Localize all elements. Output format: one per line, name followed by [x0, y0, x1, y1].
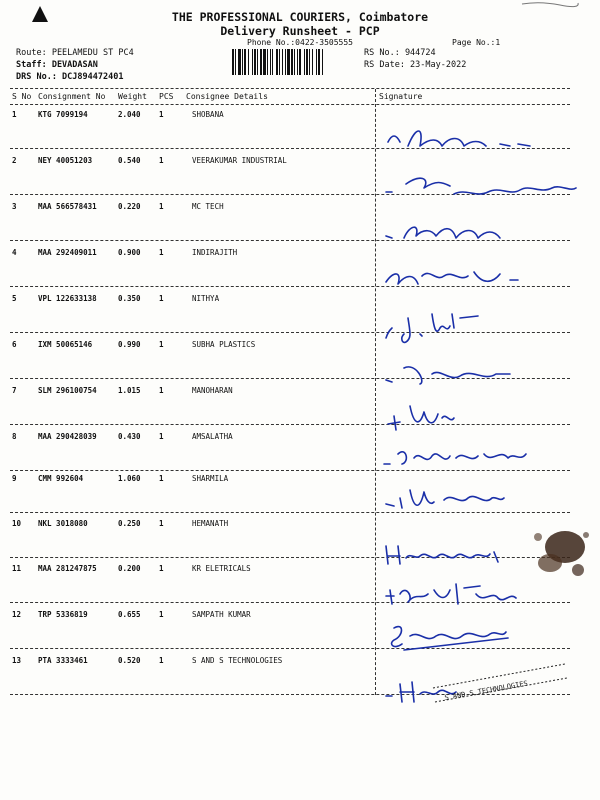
row-6-pcs: 1	[159, 340, 164, 349]
row-11-pcs: 1	[159, 564, 164, 573]
col-header-pcs: PCS	[159, 92, 174, 101]
staff-label: Staff: DEVADASAN	[16, 60, 98, 70]
barcode-bar	[316, 49, 317, 75]
barcode-bar	[238, 49, 241, 75]
barcode-bar	[299, 49, 301, 75]
barcode-bar	[304, 49, 305, 75]
row-4-handwritten-signature	[380, 262, 580, 302]
row-3-pcs: 1	[159, 202, 164, 211]
rs-number: RS No.: 944724	[364, 48, 436, 58]
row-11-sno: 11	[12, 564, 22, 573]
row-10-consignment: NKL 3018080	[38, 519, 88, 528]
barcode-bar	[235, 49, 236, 75]
barcode-bar	[279, 49, 280, 75]
barcode-bar	[287, 49, 290, 75]
row-5-consignee: NITHYA	[192, 294, 220, 303]
company-stamp	[425, 652, 575, 710]
svg-text:S AND S TECHNOLOGIES: S AND S TECHNOLOGIES	[443, 679, 529, 702]
phone-number: Phone No.:0422-3505555	[247, 38, 353, 47]
barcode-bar	[322, 49, 323, 75]
row-10-pcs: 1	[159, 519, 164, 528]
row-10-weight: 0.250	[118, 519, 141, 528]
row-3-handwritten-signature	[380, 216, 580, 256]
document-title: Delivery Runsheet - PCP	[220, 24, 380, 38]
row-7-sno: 7	[12, 386, 17, 395]
rs-date: RS Date: 23-May-2022	[364, 60, 467, 70]
row-12-sno: 12	[12, 610, 22, 619]
barcode-image	[232, 49, 360, 75]
col-header-signature: Signature	[379, 92, 423, 101]
row-1-consignment: KTG 7099194	[38, 110, 88, 119]
row-1-sno: 1	[12, 110, 17, 119]
row-9-weight: 1.060	[118, 474, 141, 483]
row-9-consignment: CMM 992604	[38, 474, 84, 483]
row-5-sno: 5	[12, 294, 17, 303]
row-5-handwritten-signature	[380, 308, 580, 348]
barcode-bar	[260, 49, 262, 75]
col-header-weight: Weight	[118, 92, 147, 101]
row-7-pcs: 1	[159, 386, 164, 395]
barcode-bar	[282, 49, 283, 75]
barcode-bar	[270, 49, 271, 75]
drs-number: DRS No.: DCJ894472401	[16, 72, 124, 82]
row-9-sno: 9	[12, 474, 17, 483]
barcode-bar	[318, 49, 320, 75]
row-7-weight: 1.015	[118, 386, 141, 395]
col-header-sno: S No	[12, 92, 32, 101]
row-1-handwritten-signature	[380, 124, 580, 164]
top-right-smudge	[520, 0, 580, 10]
row-6-sno: 6	[12, 340, 17, 349]
row-12-consignment: TRP 5336819	[38, 610, 88, 619]
barcode-bar	[252, 49, 253, 75]
row-12-pcs: 1	[159, 610, 164, 619]
route-label: Route: PEELAMEDU ST PC4	[16, 48, 134, 58]
row-3-consignment: MAA 566578431	[38, 202, 97, 211]
company-name: THE PROFESSIONAL COURIERS, Coimbatore	[171, 10, 429, 24]
page-number: Page No.:1	[452, 38, 501, 47]
row-4-consignment: MAA 292409011	[38, 248, 97, 257]
col-header-consignee: Consignee Details	[186, 92, 268, 101]
barcode-bar	[242, 49, 243, 75]
row-4-pcs: 1	[159, 248, 164, 257]
row-2-pcs: 1	[159, 156, 164, 165]
barcode-bar	[254, 49, 256, 75]
row-7-consignee: MANOHARAN	[192, 386, 233, 395]
ink-stain	[520, 515, 600, 590]
row-12-handwritten-signature	[380, 616, 580, 656]
row-6-consignment: IXM 50065146	[38, 340, 93, 349]
row-5-consignment: VPL 122633138	[38, 294, 97, 303]
row-8-pcs: 1	[159, 432, 164, 441]
row-3-weight: 0.220	[118, 202, 141, 211]
row-4-weight: 0.900	[118, 248, 141, 257]
barcode-bar	[276, 49, 278, 75]
barcode-bar	[232, 49, 234, 75]
row-2-weight: 0.540	[118, 156, 141, 165]
row-8-weight: 0.430	[118, 432, 141, 441]
row-11-weight: 0.200	[118, 564, 141, 573]
row-11-consignee: KR ELETRICALS	[192, 564, 251, 573]
barcode-bar	[257, 49, 258, 75]
barcode-bar	[244, 49, 246, 75]
row-10-sno: 10	[12, 519, 22, 528]
barcode-bar	[267, 49, 268, 75]
row-8-consignment: MAA 290428039	[38, 432, 97, 441]
row-1-consignee: SHOBANA	[192, 110, 224, 119]
row-7-handwritten-signature	[380, 396, 580, 436]
row-8-sno: 8	[12, 432, 17, 441]
row-3-sno: 3	[12, 202, 17, 211]
barcode-bar	[294, 49, 295, 75]
row-13-pcs: 1	[159, 656, 164, 665]
col-header-consignment: Consignment No	[38, 92, 106, 101]
row-13-sno: 13	[12, 656, 22, 665]
row-8-handwritten-signature	[380, 440, 580, 480]
row-13-weight: 0.520	[118, 656, 141, 665]
barcode-bar	[306, 49, 308, 75]
barcode-bar	[291, 49, 293, 75]
row-13-consignee: S AND S TECHNOLOGIES	[192, 656, 283, 665]
row-10-consignee: HEMANATH	[192, 519, 229, 528]
row-6-weight: 0.990	[118, 340, 141, 349]
row-3-consignee: MC TECH	[192, 202, 224, 211]
barcode-bar	[312, 49, 313, 75]
row-8-consignee: AMSALATHA	[192, 432, 233, 441]
row-9-pcs: 1	[159, 474, 164, 483]
row-2-consignment: NEY 40051203	[38, 156, 93, 165]
row-13-consignment: PTA 3333461	[38, 656, 88, 665]
row-1-weight: 2.040	[118, 110, 141, 119]
row-12-weight: 0.655	[118, 610, 141, 619]
row-12-consignee: SAMPATH KUMAR	[192, 610, 251, 619]
row-2-handwritten-signature	[380, 168, 580, 208]
row-2-consignee: VEERAKUMAR INDUSTRIAL	[192, 156, 287, 165]
row-5-pcs: 1	[159, 294, 164, 303]
row-9-consignee: SHARMILA	[192, 474, 229, 483]
row-7-consignment: SLM 296100754	[38, 386, 97, 395]
table-top-rule	[10, 88, 570, 89]
row-4-consignee: INDIRAJITH	[192, 248, 238, 257]
barcode-bar	[263, 49, 266, 75]
row-11-consignment: MAA 281247875	[38, 564, 97, 573]
row-5-weight: 0.350	[118, 294, 141, 303]
barcode-bar	[285, 49, 286, 75]
row-6-consignee: SUBHA PLASTICS	[192, 340, 256, 349]
signature-column-divider	[375, 89, 376, 695]
row-1-pcs: 1	[159, 110, 164, 119]
row-4-sno: 4	[12, 248, 17, 257]
barcode-bar	[297, 49, 298, 75]
barcode-bar	[272, 49, 273, 75]
barcode-bar	[309, 49, 310, 75]
table-header-rule	[10, 104, 570, 105]
barcode-bar	[248, 49, 249, 75]
row-6-handwritten-signature	[380, 352, 580, 392]
row-2-sno: 2	[12, 156, 17, 165]
